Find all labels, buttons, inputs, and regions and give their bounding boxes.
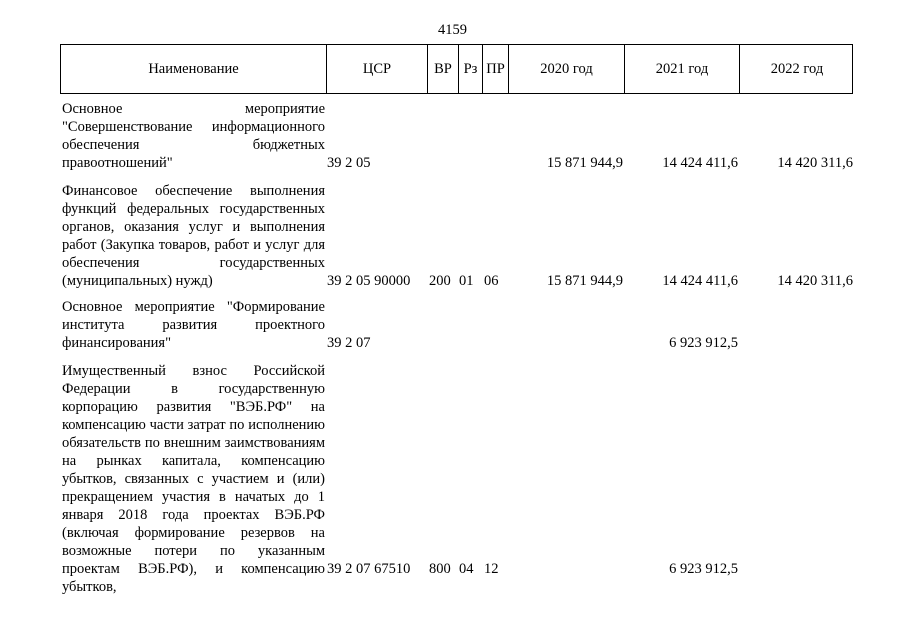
table-header bbox=[60, 44, 853, 94]
row-csr: 39 2 07 bbox=[327, 335, 371, 351]
row-2020: 15 871 944,9 bbox=[546, 155, 623, 171]
table-row bbox=[60, 100, 853, 172]
header-name: Наименование bbox=[148, 61, 239, 77]
row-name: Финансовое обеспечение выполнения функций федеральных государственных органов, оказания услуг и выполнения работ (Закупка товаров, работ и услуг для обеспечения государственных (муниципальных) нужд) bbox=[62, 183, 325, 289]
row-vr: 200 bbox=[429, 273, 451, 289]
table-row bbox=[60, 298, 853, 352]
table-row bbox=[60, 182, 853, 290]
header-2021: 2021 год bbox=[624, 45, 739, 93]
budget-table bbox=[60, 44, 853, 595]
row-name: Имущественный взнос Российской Федерации в государственную корпорацию развития "ВЭБ.РФ" на компенсацию части затрат по исполнению обязательств по внешним заимствованиям на рынках капитала, компенсацию убытков, связанных с участием и (или) прекращением участия в начатых до 1 января 2018 года проектах ВЭБ.РФ (включая формирование резервов на возможные потери по указанным проектам ВЭБ.РФ), и компенсацию убытков, bbox=[62, 363, 325, 595]
row-csr: 39 2 05 bbox=[327, 155, 371, 171]
page-number: 4159 bbox=[438, 22, 467, 38]
row-2021: 6 923 912,5 bbox=[669, 561, 738, 577]
row-2022: 14 420 311,6 bbox=[777, 155, 853, 171]
row-2022: 14 420 311,6 bbox=[777, 273, 853, 289]
header-rz: Рз bbox=[458, 45, 482, 93]
row-pr: 06 bbox=[484, 273, 499, 289]
row-2021: 6 923 912,5 bbox=[669, 335, 738, 351]
header-2020: 2020 год bbox=[508, 45, 624, 93]
header-pr: ПР bbox=[482, 45, 508, 93]
row-rz: 04 bbox=[459, 561, 474, 577]
header-csr: ЦСР bbox=[326, 45, 427, 93]
row-2020: 15 871 944,9 bbox=[546, 273, 623, 289]
row-name: Основное мероприятие "Совершенствование информационного обеспечения бюджетных правоотношений" bbox=[62, 101, 325, 171]
row-vr: 800 bbox=[429, 561, 451, 577]
row-csr: 39 2 07 67510 bbox=[327, 561, 411, 577]
row-2021: 14 424 411,6 bbox=[662, 155, 738, 171]
row-csr: 39 2 05 90000 bbox=[327, 273, 411, 289]
header-vr: ВР bbox=[427, 45, 458, 93]
row-rz: 01 bbox=[459, 273, 474, 289]
table-row bbox=[60, 362, 853, 632]
row-name: Основное мероприятие "Формирование института развития проектного финансирования" bbox=[62, 299, 325, 351]
row-2021: 14 424 411,6 bbox=[662, 273, 738, 289]
row-pr: 12 bbox=[484, 561, 499, 577]
header-2022: 2022 год bbox=[739, 45, 854, 93]
